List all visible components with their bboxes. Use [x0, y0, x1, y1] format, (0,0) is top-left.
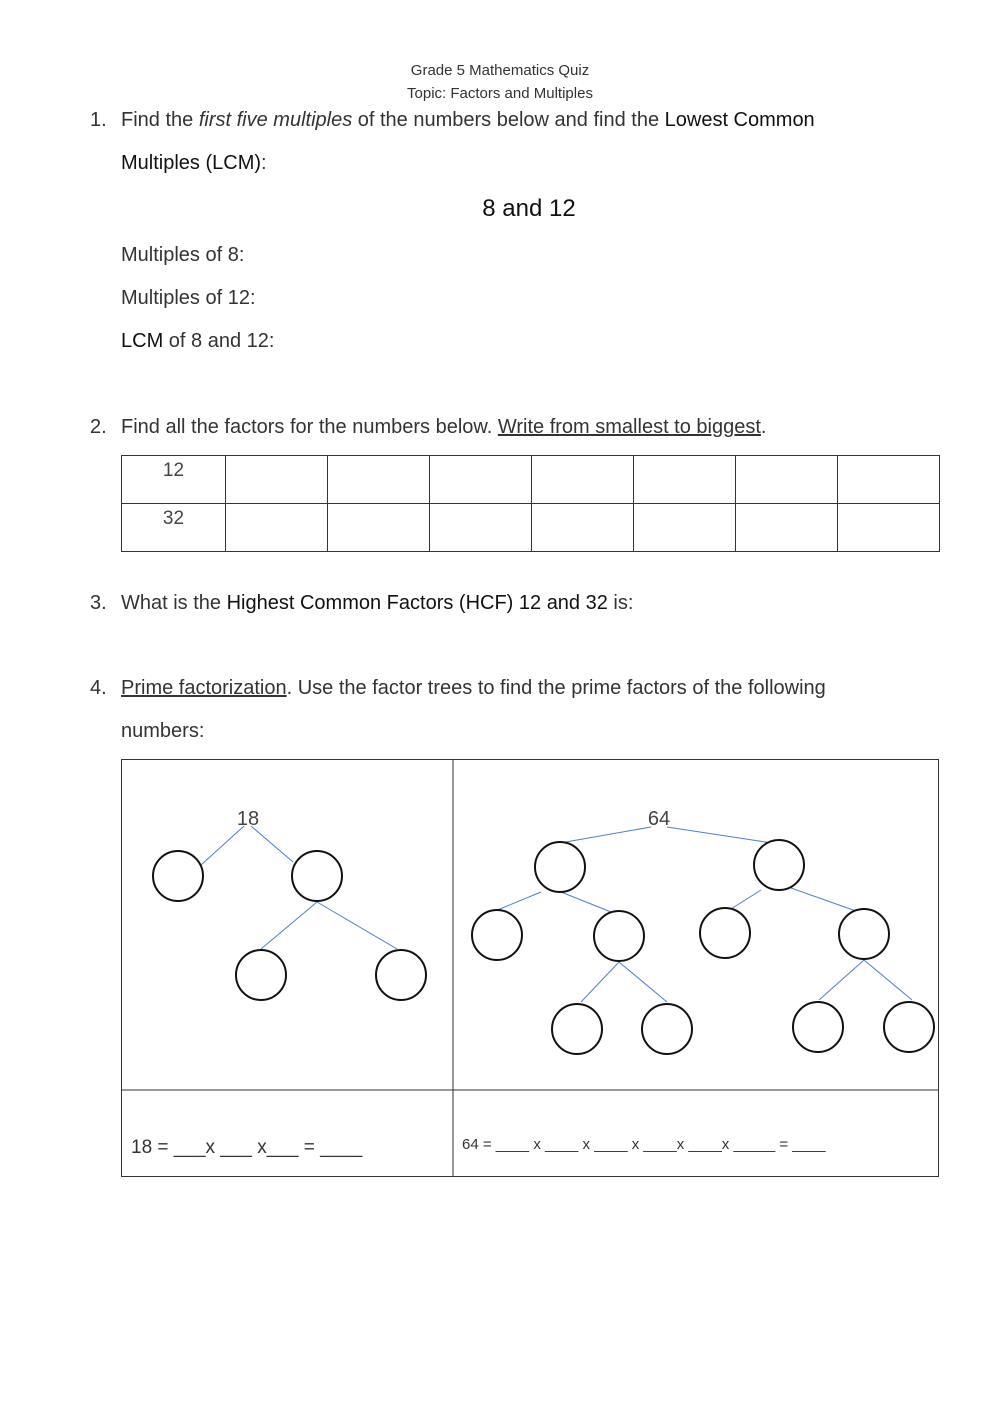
- answer-cell[interactable]: [736, 504, 838, 552]
- equation-18: 18 = ___x ___ x___ = ____: [131, 1137, 363, 1158]
- q2-end: .: [760, 416, 767, 438]
- answer-cell[interactable]: [430, 504, 532, 552]
- q4-underlined: Prime factorization: [121, 677, 287, 699]
- q2-underlined: Write from smallest to biggest: [497, 416, 761, 438]
- answer-circle[interactable]: [700, 908, 750, 958]
- answer-cell[interactable]: [532, 456, 634, 504]
- factor-tree-18: [153, 808, 426, 1000]
- answer-cell[interactable]: [328, 456, 430, 504]
- answer-cell[interactable]: [226, 456, 328, 504]
- q3-number: 3.: [90, 592, 107, 614]
- row-label-32: 32: [122, 504, 226, 552]
- lcm-bold: LCM: [121, 330, 164, 352]
- q1-instruction-line2: [121, 153, 267, 173]
- table-row: [122, 504, 940, 552]
- multiples-of-8-label: Multiples of 8:: [121, 244, 245, 266]
- tree2-root-label: 64: [647, 808, 671, 830]
- q1-instruction: [121, 110, 815, 130]
- answer-cell[interactable]: [634, 504, 736, 552]
- multiples-of-12-label: Multiples of 12:: [121, 287, 256, 309]
- answer-circle[interactable]: [839, 909, 889, 959]
- q2-text: Find all the factors for the numbers below.: [121, 416, 498, 438]
- answer-cell[interactable]: [430, 456, 532, 504]
- q4-number: 4.: [90, 677, 107, 699]
- quiz-topic: Topic: Factors and Multiples: [407, 85, 593, 102]
- q1-bold-b: Multiples (LCM): [121, 152, 262, 174]
- answer-circle[interactable]: [376, 950, 426, 1000]
- answer-cell[interactable]: [532, 504, 634, 552]
- q1-text-a: Find the: [121, 109, 199, 131]
- q3-text-b: is:: [607, 592, 634, 614]
- answer-cell[interactable]: [838, 504, 940, 552]
- lcm-rest: of 8 and 12:: [163, 330, 275, 352]
- q1-number-pair: 8 and 12: [482, 195, 576, 222]
- answer-circle[interactable]: [472, 910, 522, 960]
- answer-circle[interactable]: [552, 1004, 602, 1054]
- q1-number: 1.: [90, 109, 107, 131]
- answer-cell[interactable]: [328, 504, 430, 552]
- q3-bold: Highest Common Factors (HCF) 12 and 32: [226, 592, 608, 614]
- q4-text: . Use the factor trees to find the prime factors of the following: [286, 677, 826, 699]
- tree2-circles: [472, 840, 934, 1054]
- q1-colon: :: [261, 152, 267, 174]
- answer-circle[interactable]: [754, 840, 804, 890]
- row-label-12: 12: [122, 456, 226, 504]
- answer-cell[interactable]: [634, 456, 736, 504]
- table-row: [122, 456, 940, 504]
- q1-text-b: of the numbers below and find the: [352, 109, 665, 131]
- factors-table: [121, 455, 940, 552]
- answer-circle[interactable]: [884, 1002, 934, 1052]
- lcm-label: [121, 331, 274, 351]
- q3-instruction: [121, 593, 633, 613]
- factor-tree-64: [472, 808, 934, 1054]
- tree1-root-label: 18: [236, 808, 260, 830]
- answer-circle[interactable]: [594, 911, 644, 961]
- factor-tree-box: [121, 759, 939, 1178]
- q2-instruction: [121, 417, 766, 437]
- answer-circle[interactable]: [292, 851, 342, 901]
- answer-cell[interactable]: [226, 504, 328, 552]
- q2-number: 2.: [90, 416, 107, 438]
- q4-instruction: [121, 678, 826, 698]
- equation-64: 64 = ____ x ____ x ____ x ____x ____x _____ = ____: [462, 1136, 826, 1153]
- answer-circle[interactable]: [236, 950, 286, 1000]
- q1-emphasis: first five multiples: [198, 109, 353, 131]
- quiz-title: Grade 5 Mathematics Quiz: [410, 62, 590, 79]
- q4-instruction-line2: numbers:: [121, 720, 205, 742]
- answer-circle[interactable]: [535, 842, 585, 892]
- answer-circle[interactable]: [642, 1004, 692, 1054]
- answer-cell[interactable]: [838, 456, 940, 504]
- answer-circle[interactable]: [153, 851, 203, 901]
- q3-text-a: What is the: [121, 592, 227, 614]
- answer-circle[interactable]: [793, 1002, 843, 1052]
- answer-cell[interactable]: [736, 456, 838, 504]
- q1-bold-a: Lowest Common: [664, 109, 815, 131]
